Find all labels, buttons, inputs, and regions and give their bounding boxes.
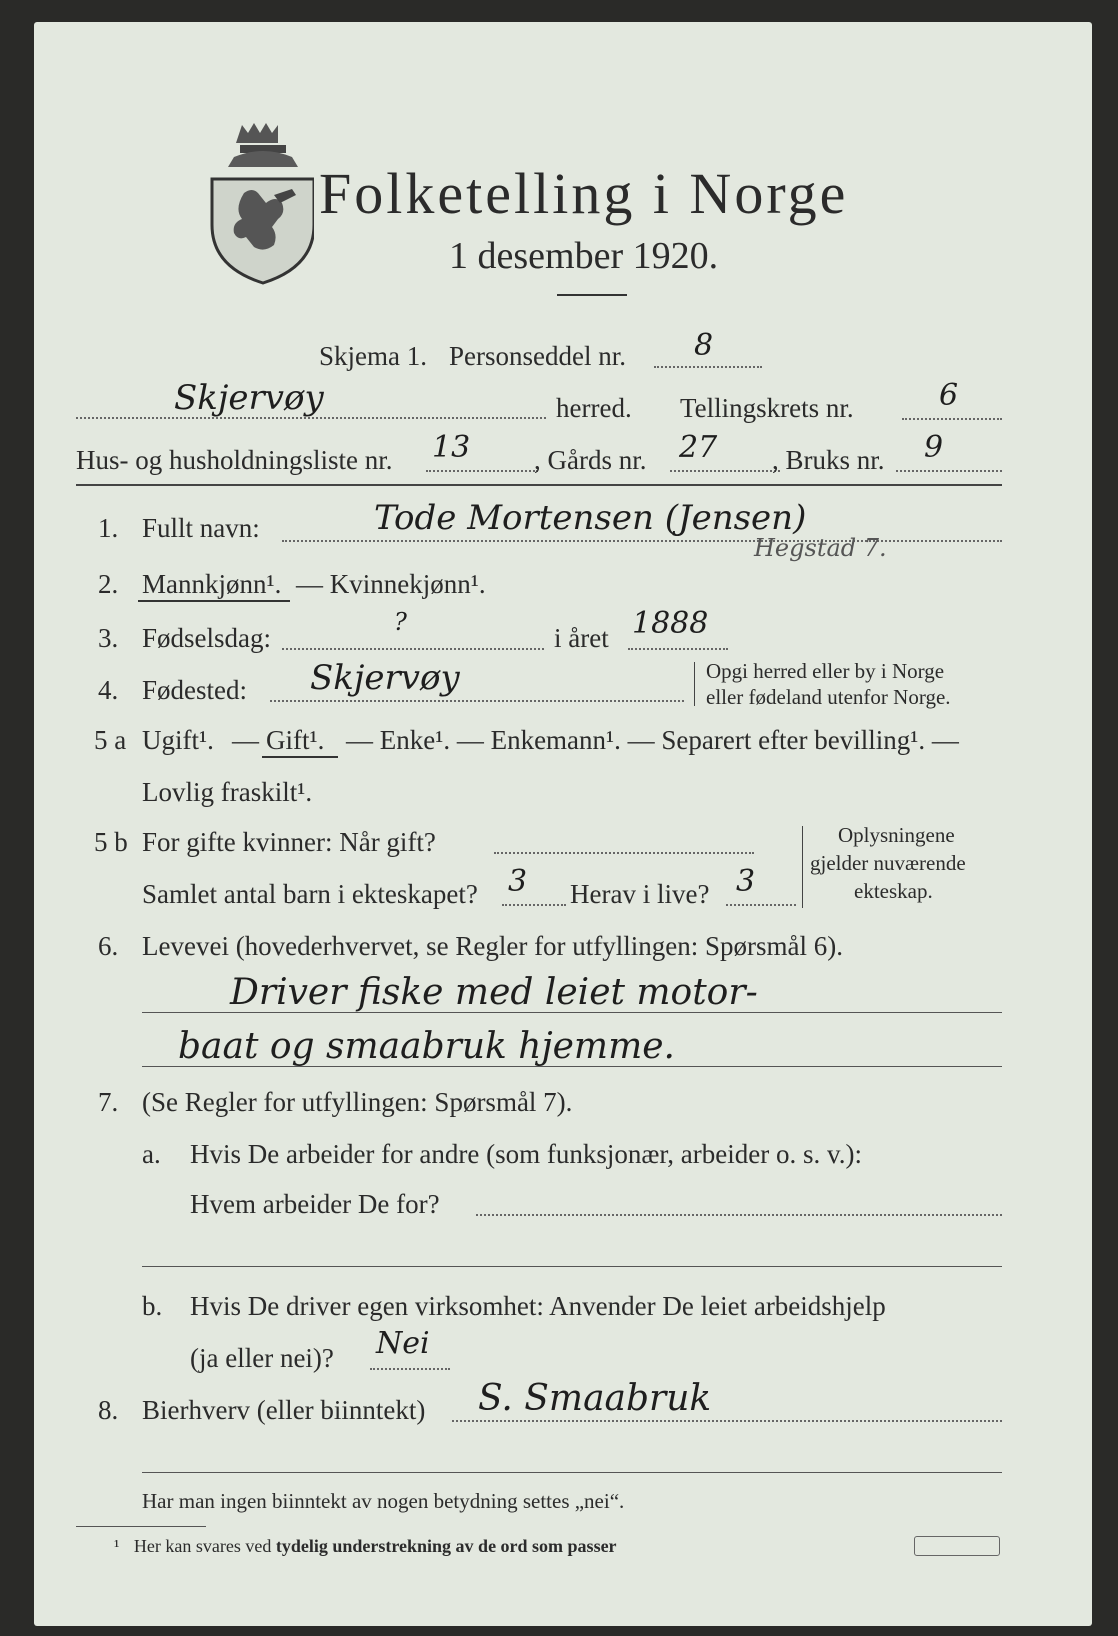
q6-line1 bbox=[142, 1012, 1002, 1013]
personseddel-value[interactable]: 8 bbox=[694, 328, 714, 363]
q5b-barn-value[interactable]: 3 bbox=[508, 864, 528, 899]
q4-value[interactable]: Skjervøy bbox=[310, 658, 460, 698]
q2-kvinnekjonn: — Kvinnekjønn¹. bbox=[296, 569, 486, 599]
q6-answer-line2[interactable]: baat og smaabruk hjemme. bbox=[178, 1026, 675, 1067]
q5b-number: 5 b bbox=[94, 827, 128, 857]
q5b-hint-line2: gjelder nuværende bbox=[810, 851, 966, 875]
q5a-number: 5 a bbox=[94, 725, 127, 755]
q4-hint-brace bbox=[694, 662, 695, 706]
printer-stamp bbox=[914, 1536, 1000, 1556]
bruks-label: , Bruks nr. bbox=[772, 445, 885, 475]
q2-number: 2. bbox=[98, 569, 119, 599]
q1-label: Fullt navn: bbox=[142, 513, 260, 543]
q4-label: Fødested: bbox=[142, 675, 247, 705]
q7b-line1: Hvis De driver egen virksomhet: Anvender De leiet arbeidshjelp bbox=[190, 1291, 886, 1321]
q8-line bbox=[452, 1420, 1002, 1422]
q4-line bbox=[270, 700, 684, 702]
q3-year-label: i året bbox=[554, 623, 609, 653]
q5a-rest: — Enke¹. — Enkemann¹. — Separert efter bevilling¹. — bbox=[346, 725, 959, 755]
q5a-line2: Lovlig fraskilt¹. bbox=[142, 777, 313, 807]
q7b-line2: (ja eller nei)? bbox=[190, 1343, 334, 1373]
q5b-live-label: Herav i live? bbox=[570, 879, 710, 909]
q5a-sep: — bbox=[232, 725, 259, 755]
q3-label: Fødselsdag: bbox=[142, 623, 272, 653]
husliste-value[interactable]: 13 bbox=[432, 430, 471, 465]
q5b-hint-brace bbox=[802, 826, 803, 908]
q7a-line1: Hvis De arbeider for andre (som funksjonær, arbeider o. s. v.): bbox=[190, 1139, 862, 1169]
q6-number: 6. bbox=[98, 931, 119, 961]
q8-value[interactable]: S. Smaabruk bbox=[478, 1378, 712, 1419]
q7b-value[interactable]: Nei bbox=[376, 1326, 430, 1361]
q8-label: Bierhverv (eller biinntekt) bbox=[142, 1395, 426, 1425]
tellingskrets-line bbox=[902, 418, 1002, 420]
herred-label: herred. bbox=[556, 393, 632, 423]
norwegian-coat-of-arms-icon bbox=[204, 117, 314, 287]
gards-value[interactable]: 27 bbox=[679, 430, 718, 465]
q5b-barn-label: Samlet antal barn i ekteskapet? bbox=[142, 879, 478, 909]
skjema-label: Skjema 1. bbox=[319, 341, 427, 371]
q7a-line2: Hvem arbeider De for? bbox=[190, 1189, 440, 1219]
q6-answer-line1[interactable]: Driver fiske med leiet motor- bbox=[230, 972, 758, 1013]
bruks-line bbox=[896, 470, 1002, 472]
q3-value[interactable]: ? bbox=[394, 608, 407, 636]
q2-note: Hegstad 7. bbox=[754, 534, 887, 562]
personseddel-label: Personseddel nr. bbox=[449, 341, 626, 371]
q7a-extra-line bbox=[142, 1266, 1002, 1267]
title-divider bbox=[557, 294, 627, 296]
personseddel-line bbox=[654, 366, 762, 368]
q5a-gift: Gift¹. bbox=[266, 725, 325, 755]
q7-label: (Se Regler for utfyllingen: Spørsmål 7). bbox=[142, 1087, 573, 1117]
q6-label: Levevei (hovederhvervet, se Regler for utfyllingen: Spørsmål 6). bbox=[142, 931, 844, 961]
q5b-hint-line3: ekteskap. bbox=[854, 879, 933, 903]
footnote-bold: tydelig understrekning av de ord som passer bbox=[275, 1536, 617, 1556]
q2-mannkjonn: Mannkjønn¹. bbox=[142, 569, 282, 599]
q6-line2 bbox=[142, 1066, 1002, 1067]
q2-mannkjonn-underline bbox=[138, 600, 290, 602]
footer-note: Har man ingen biinntekt av nogen betydning settes „nei“. bbox=[142, 1489, 625, 1513]
q3-year-value[interactable]: 1888 bbox=[632, 606, 709, 641]
q3-year-line bbox=[628, 648, 728, 650]
q4-number: 4. bbox=[98, 675, 119, 705]
q8-number: 8. bbox=[98, 1395, 119, 1425]
herred-value[interactable]: Skjervøy bbox=[174, 378, 324, 418]
q5b-label: For gifte kvinner: Når gift? bbox=[142, 827, 436, 857]
footnote bbox=[114, 1534, 617, 1558]
form-title: Folketelling i Norge bbox=[319, 161, 849, 226]
footnote-plain: Her kan svares ved bbox=[133, 1536, 272, 1556]
q5b-live-value[interactable]: 3 bbox=[736, 864, 756, 899]
q5a-ugift: Ugift¹. bbox=[142, 725, 214, 755]
q5b-live-line bbox=[726, 904, 796, 906]
q1-value[interactable]: Tode Mortensen (Jensen) bbox=[374, 498, 807, 538]
gards-line bbox=[670, 470, 780, 472]
q5b-hint-line1: Oplysningene bbox=[838, 823, 955, 847]
q3-line bbox=[282, 648, 544, 650]
q5b-gift-line bbox=[494, 852, 754, 854]
footnote-divider bbox=[76, 1526, 206, 1527]
tellingskrets-label: Tellingskrets nr. bbox=[680, 393, 854, 423]
q4-hint-line2: eller fødeland utenfor Norge. bbox=[706, 685, 951, 709]
q5a-gift-underline bbox=[262, 756, 338, 758]
tellingskrets-value[interactable]: 6 bbox=[939, 378, 959, 413]
q7-number: 7. bbox=[98, 1087, 119, 1117]
husliste-line bbox=[426, 470, 538, 472]
q7a-answer-line bbox=[476, 1214, 1002, 1216]
q7b-letter: b. bbox=[142, 1291, 163, 1321]
section-divider bbox=[76, 484, 1002, 486]
q7a-letter: a. bbox=[142, 1139, 161, 1169]
q3-number: 3. bbox=[98, 623, 119, 653]
q4-hint-line1: Opgi herred eller by i Norge bbox=[706, 659, 945, 683]
q7b-answer-line bbox=[370, 1368, 450, 1370]
census-form-sheet bbox=[34, 22, 1092, 1626]
gards-label: , Gårds nr. bbox=[534, 445, 647, 475]
q1-number: 1. bbox=[98, 513, 119, 543]
form-date: 1 desember 1920. bbox=[449, 235, 719, 277]
q1-line bbox=[282, 540, 1002, 542]
q5b-barn-line bbox=[502, 904, 566, 906]
footnote-mark: ¹ bbox=[114, 1536, 120, 1556]
husliste-label: Hus- og husholdningsliste nr. bbox=[76, 445, 393, 475]
bruks-value[interactable]: 9 bbox=[924, 430, 944, 465]
q8-extra-line bbox=[142, 1472, 1002, 1473]
